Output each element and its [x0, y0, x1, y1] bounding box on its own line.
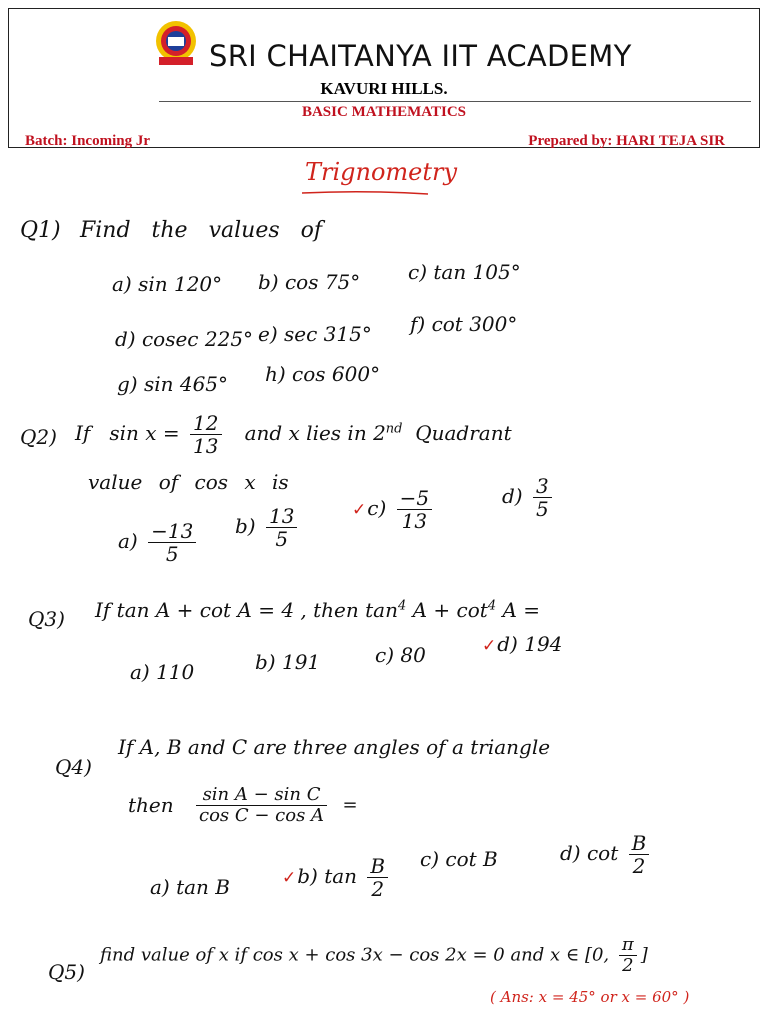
q4-opt-b-num: B — [367, 855, 388, 878]
q2-opt-a-frac — [148, 520, 196, 565]
topic-underline — [300, 190, 430, 196]
q3-sup1: 4 — [397, 598, 407, 614]
q3-option-d — [482, 632, 562, 656]
q4-correct-tick-icon: ✓ — [282, 868, 297, 888]
prepared-by-label: Prepared by: HARI TEJA SIR — [528, 133, 725, 149]
q4-option-a: a) tan B — [150, 875, 230, 899]
q1-option-e: e) sec 315° — [258, 322, 372, 346]
q2-opt-c-frac — [397, 487, 432, 532]
header-box — [8, 8, 760, 148]
q2-opt-c-num: −5 — [397, 487, 432, 510]
q4-frac-den: cos C − cos A — [199, 804, 325, 826]
q4-frac-num: sin A − sin C — [196, 785, 327, 806]
q4-opt-d-den: 2 — [632, 854, 646, 878]
q2-if: If — [75, 421, 91, 445]
q1-option-d: d) cosec 225° — [115, 327, 254, 351]
q4-text: If A, B and C are three angles of a triangle — [118, 735, 551, 759]
q4-opt-b-frac — [367, 855, 388, 900]
q3-sup2: 4 — [487, 598, 497, 614]
q5-interval-frac — [619, 935, 637, 976]
q2-label: Q2) — [20, 425, 57, 449]
q3-option-b: b) 191 — [255, 650, 321, 674]
q5-interval-den: 2 — [622, 954, 634, 976]
q2-sup: nd — [385, 421, 403, 437]
q2-and-text: and x lies in 2 — [244, 421, 386, 445]
q1-option-b: b) cos 75° — [258, 270, 361, 294]
q1-option-c: c) tan 105° — [408, 260, 521, 284]
q2-option-a — [118, 520, 200, 565]
q5-interval-close: ] — [640, 944, 648, 966]
q2-opt-d-frac — [533, 475, 552, 520]
q3-text-main: If tan A + cot A = 4 , then tan — [95, 598, 398, 622]
q2-opt-a-label: a) — [118, 529, 138, 553]
q5-interval-open: [0, — [584, 944, 610, 966]
subject-title: BASIC MATHEMATICS — [301, 104, 467, 120]
q2-frac-num: 12 — [190, 412, 221, 435]
q3-option-c: c) 80 — [375, 643, 426, 667]
q4-label: Q4) — [55, 755, 92, 779]
academy-name: SRI CHAITANYA IIT ACADEMY — [209, 39, 632, 73]
q5-text — [100, 935, 648, 976]
topic-title: Trignometry — [305, 158, 458, 186]
q1-option-a: a) sin 120° — [112, 272, 223, 296]
q2-correct-tick-icon: ✓ — [352, 500, 367, 520]
q2-opt-b-label: b) — [235, 514, 256, 538]
q2-option-d — [502, 475, 556, 520]
q4-opt-b-den: 2 — [371, 877, 385, 901]
q2-opt-a-den: 5 — [165, 542, 179, 566]
q3-label: Q3) — [28, 607, 65, 631]
q2-opt-c-den: 13 — [401, 509, 428, 533]
q2-opt-b-frac — [266, 505, 297, 550]
q1-text: Find the values of — [80, 218, 323, 243]
q2-opt-b-num: 13 — [266, 505, 297, 528]
q4-equals: = — [342, 794, 358, 816]
academy-logo-icon — [151, 19, 201, 69]
q3-text-mid: A + cot — [412, 598, 488, 622]
q4-fraction — [196, 785, 327, 826]
q2-option-b — [235, 505, 301, 550]
q3-correct-tick-icon: ✓ — [482, 636, 497, 656]
q1-label: Q1) — [20, 218, 61, 243]
q3-option-d-text: d) 194 — [497, 632, 563, 656]
q3-text-end: A = — [502, 598, 541, 622]
q3-text — [95, 598, 540, 622]
q2-frac-den: 13 — [193, 434, 219, 458]
q2-opt-c-label: c) — [367, 496, 387, 520]
q4-expression — [192, 785, 358, 826]
q2-opt-d-den: 5 — [535, 497, 549, 521]
q4-option-d — [560, 832, 653, 877]
header-divider — [159, 101, 751, 102]
q1-option-f: f) cot 300° — [410, 312, 518, 336]
q2-opt-a-num: −13 — [148, 520, 196, 543]
q2-fraction — [190, 412, 221, 457]
q2-quadrant: Quadrant — [415, 421, 512, 445]
q2-line2: value of cos x is — [88, 470, 289, 494]
q2-opt-d-num: 3 — [533, 475, 552, 498]
q2-opt-b-den: 5 — [275, 527, 289, 551]
q4-option-c: c) cot B — [420, 847, 498, 871]
q4-opt-d-num: B — [629, 832, 650, 855]
q4-opt-d-label: d) cot — [560, 841, 619, 865]
q2-line1 — [75, 412, 512, 457]
q2-option-c — [352, 487, 436, 532]
q1-option-g: g) sin 465° — [117, 372, 229, 396]
q4-then: then — [128, 793, 174, 817]
q5-interval-num: π — [619, 935, 637, 956]
q5-label: Q5) — [48, 960, 85, 984]
batch-label: Batch: Incoming Jr — [25, 133, 150, 149]
q5-answer: ( Ans: x = 45° or x = 60° ) — [490, 988, 690, 1006]
q4-option-b — [282, 855, 392, 900]
q2-opt-d-label: d) — [502, 484, 523, 508]
branch-name: KAVURI HILLS. — [320, 79, 448, 98]
q2-sin: sin x = — [109, 421, 180, 445]
q3-option-a: a) 110 — [130, 660, 195, 684]
q1-option-h: h) cos 600° — [265, 362, 381, 386]
q4-opt-b-label: b) tan — [297, 864, 358, 888]
q5-text-main: find value of x if cos x + cos 3x − cos 2x = 0 and x ∈ — [100, 944, 580, 966]
q4-opt-d-frac — [629, 832, 650, 877]
